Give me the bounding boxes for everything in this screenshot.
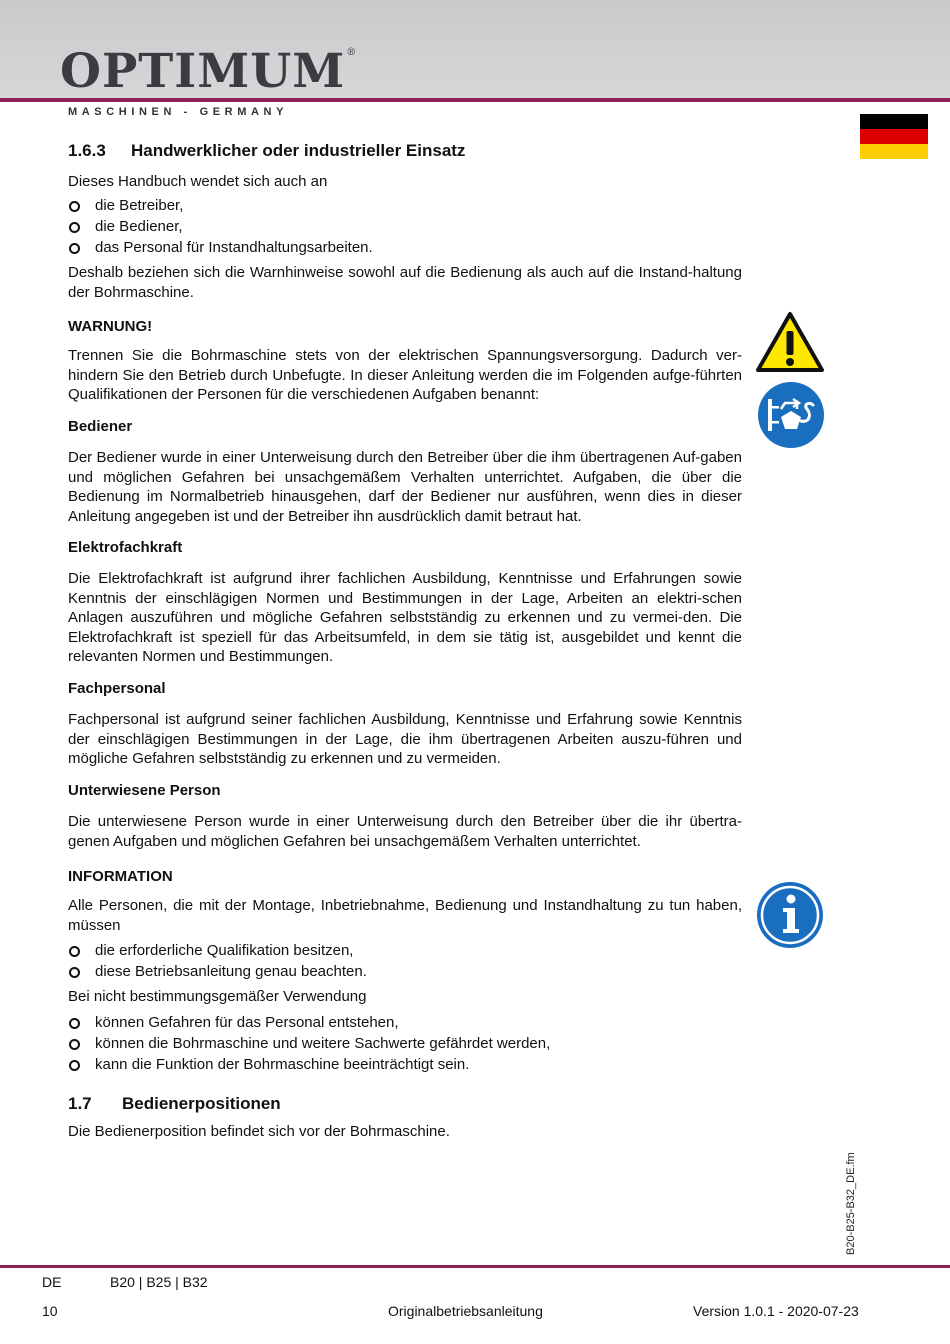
brand-logo: OPTIMUM® [60, 44, 358, 99]
warning-triangle-icon [755, 311, 825, 373]
role-title: Bediener [68, 418, 133, 435]
page-number: 10 [42, 1303, 58, 1319]
role-text: Die unterwiesene Person wurde in einer Unterweisung durch den Betreiber über die ihr übertra-genen Aufgaben und möglichen Gefahren bei unsachgemäßem Verhalten unterrichtet. [68, 813, 742, 850]
operator-position-text: Die Bedienerposition befindet sich vor der Bohrmaschine. [68, 1123, 450, 1140]
role-title: Elektrofachkraft [68, 539, 183, 556]
list-item: die Bediener, [68, 217, 742, 238]
warning-label: WARNUNG! [68, 318, 153, 335]
footer-rule [0, 1265, 950, 1268]
requirements-list [68, 941, 742, 983]
information-icon [756, 881, 824, 949]
role-title: Unterwiesene Person [68, 782, 221, 799]
list-item: die Betreiber, [68, 196, 742, 217]
document-type: Originalbetriebsanleitung [388, 1303, 543, 1319]
footer-models: B20 | B25 | B32 [110, 1274, 208, 1290]
brand-tagline: MASCHINEN - GERMANY [68, 106, 289, 118]
role-text: Fachpersonal ist aufgrund seiner fachlichen Ausbildung, Kenntnisse und Erfahrung sowie Kenntnis der einschlägigen Bestimmungen in der Lage, die ihm übertragenen Arbeiten auszu-führen und mögliche Gefahren selbstständig zu erkennen und zu vermeiden. [68, 711, 742, 767]
document-version: Version 1.0.1 - 2020-07-23 [693, 1303, 859, 1319]
germany-flag-icon [860, 114, 928, 159]
warning-scope-text: Deshalb beziehen sich die Warnhinweise sowohl auf die Bedienung als auch auf die Instand-haltung der Bohrmaschine. [68, 264, 742, 301]
role-title: Fachpersonal [68, 680, 166, 697]
footer-language: DE [42, 1274, 62, 1290]
list-item: die erforderliche Qualifikation besitzen, [68, 941, 742, 962]
section-heading-1-7: 1.7 Bedienerpositionen [68, 1094, 281, 1113]
role-text: Der Bediener wurde in einer Unterweisung durch den Betreiber über die ihm übertragenen Auf-gaben und möglichen Gefahren bei unsachgemäßem Verhalten unterrichtet. Aufgaben, die über die Bedienung im Normalbetrieb hinausgehen, darf der Bediener nur ausführen, wenn dies in dieser Anleitung angegeben ist und der Betreiber ihn ausdrücklich damit betraut hat. [68, 449, 742, 525]
source-file-label: B20-B25-B32_DE.fm [845, 1152, 857, 1255]
list-item: können die Bohrmaschine und weitere Sachwerte gefährdet werden, [68, 1034, 742, 1055]
misuse-intro: Bei nicht bestimmungsgemäßer Verwendung [68, 988, 367, 1005]
list-item: diese Betriebsanleitung genau beachten. [68, 962, 742, 983]
list-item: das Personal für Instandhaltungsarbeiten. [68, 238, 742, 259]
role-text: Die Elektrofachkraft ist aufgrund ihrer fachlichen Ausbildung, Kenntnisse und Erfahrungen sowie Kenntnis der einschlägigen Normen und Bestimmungen in der Lage, Arbeiten an elektri-schen Anlagen auszuführen und mögliche Gefahren selbstständig zu erkennen und zu vermei-den. Die Elektrofachkraft ist speziell für das Arbeitsumfeld, in dem sie tätig ist, ausgebildet und kennt die relevanten Normen und Bestimmungen. [68, 570, 742, 665]
intro-text: Dieses Handbuch wendet sich auch an [68, 173, 328, 190]
disconnect-mains-plug-icon [757, 381, 825, 449]
misuse-list [68, 1013, 742, 1076]
information-label: INFORMATION [68, 868, 173, 885]
section-heading-1-6-3: 1.6.3 Handwerklicher oder industrieller Einsatz [68, 141, 466, 160]
audience-list [68, 196, 742, 259]
list-item: kann die Funktion der Bohrmaschine beeinträchtigt sein. [68, 1055, 742, 1076]
information-intro: Alle Personen, die mit der Montage, Inbetriebnahme, Bedienung und Instandhaltung zu tun haben, müssen [68, 897, 742, 934]
warning-text: Trennen Sie die Bohrmaschine stets von der elektrischen Spannungsversorgung. Dadurch ver-hindern Sie den Betrieb durch Unbefugte. In dieser Anleitung werden die im Folgenden aufge-führten Qualifikationen der Personen für die verschiedenen Aufgaben benannt: [68, 347, 742, 403]
list-item: können Gefahren für das Personal entstehen, [68, 1013, 742, 1034]
